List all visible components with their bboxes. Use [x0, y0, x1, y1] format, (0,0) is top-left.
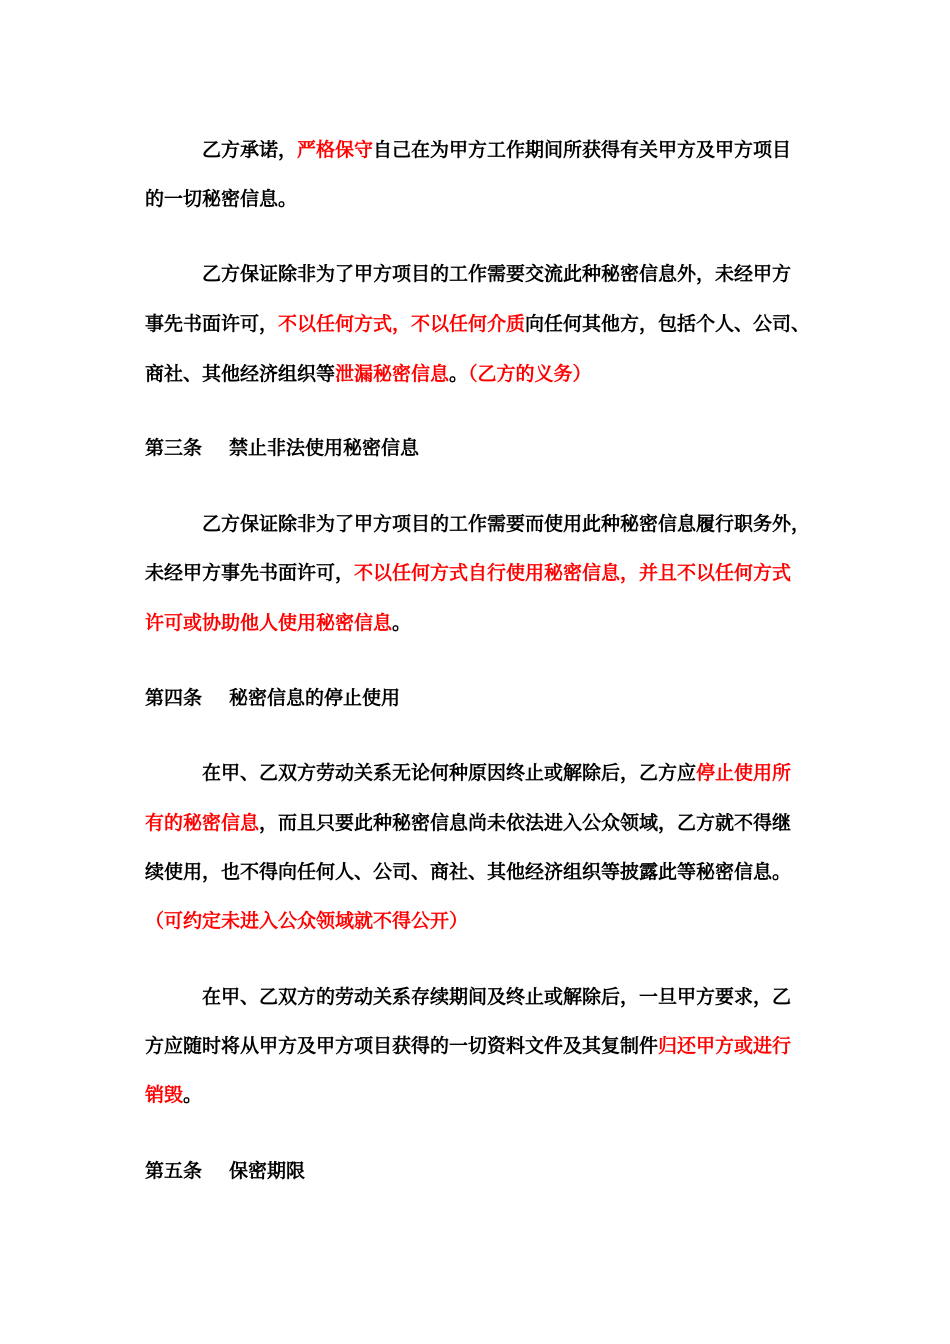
article-3-heading [145, 435, 419, 461]
p4-text: 续使用，也不得向任何人、公司、商社、其他经济组织等披露此等秘密信息。 [145, 861, 792, 883]
p5-line-2 [145, 1033, 791, 1059]
article-3-label: 第三条 [145, 437, 203, 459]
p1-text: 的一切秘密信息。 [145, 188, 298, 210]
p2-text: 商社、其他经济组织等 [145, 363, 336, 385]
p1-text: 乙方承诺， [202, 139, 298, 161]
p2-text: 。 [449, 363, 469, 385]
p3-highlight: 许可或协助他人使用秘密信息 [145, 612, 393, 634]
article-4-title: 秘密信息的停止使用 [229, 687, 401, 709]
p4-text: ，而且只要此种秘密信息尚未依法进入公众领域，乙方就不得继 [259, 812, 792, 834]
p1-highlight: 严格保守 [297, 139, 374, 161]
article-5-label: 第五条 [145, 1160, 203, 1182]
p4-line-1 [202, 760, 791, 786]
p5-text: 。 [183, 1084, 203, 1106]
p5-line-1 [202, 984, 791, 1010]
article-3-title: 禁止非法使用秘密信息 [229, 437, 420, 459]
p2-text: 乙方保证除非为了甲方项目的工作需要交流此种秘密信息外，未经甲方 [202, 263, 792, 285]
p1-line-2 [145, 186, 297, 212]
p3-text: 乙方保证除非为了甲方项目的工作需要而使用此种秘密信息履行职务外， [202, 513, 811, 535]
p2-note: （乙方的义务） [468, 363, 592, 385]
p5-line-3 [145, 1082, 202, 1108]
p4-highlight: 停止使用所 [696, 762, 792, 784]
article-5-heading [145, 1158, 305, 1184]
p2-line-3 [145, 361, 592, 387]
p5-text: 在甲、乙双方的劳动关系存续期间及终止或解除后，一旦甲方要求，乙 [202, 986, 792, 1008]
p4-highlight: 有的秘密信息 [145, 812, 260, 834]
p4-line-2 [145, 810, 791, 836]
p2-text: 向任何其他方，包括个人、公司、 [525, 313, 811, 335]
p2-line-1 [202, 261, 791, 287]
p3-line-1 [202, 511, 810, 537]
p3-text: 。 [392, 612, 412, 634]
p5-highlight: 销毁 [145, 1084, 184, 1106]
p4-line-3 [145, 859, 791, 885]
p3-highlight: 不以任何方式自行使用秘密信息，并且不以任何方式 [354, 562, 792, 584]
article-5-title: 保密期限 [229, 1160, 306, 1182]
article-4-label: 第四条 [145, 687, 203, 709]
article-4-heading [145, 685, 400, 711]
p4-note: （可约定未进入公众领域就不得公开） [145, 910, 469, 932]
p2-highlight: 泄漏秘密信息 [335, 363, 450, 385]
p1-text: 自己在为甲方工作期间所获得有关甲方及甲方项目 [373, 139, 792, 161]
p2-line-2 [145, 311, 810, 337]
p3-line-2 [145, 560, 791, 586]
p5-text: 方应随时将从甲方及甲方项目获得的一切资料文件及其复制件 [145, 1035, 659, 1057]
p2-text: 事先书面许可， [145, 313, 279, 335]
p4-text: 在甲、乙双方劳动关系无论何种原因终止或解除后，乙方应 [202, 762, 697, 784]
p3-text: 未经甲方事先书面许可， [145, 562, 355, 584]
p4-line-4 [145, 908, 468, 934]
p5-highlight: 归还甲方或进行 [658, 1035, 792, 1057]
p2-highlight: 不以任何方式，不以任何介质 [278, 313, 526, 335]
p1-line-1 [202, 137, 791, 163]
p3-line-3 [145, 610, 411, 636]
